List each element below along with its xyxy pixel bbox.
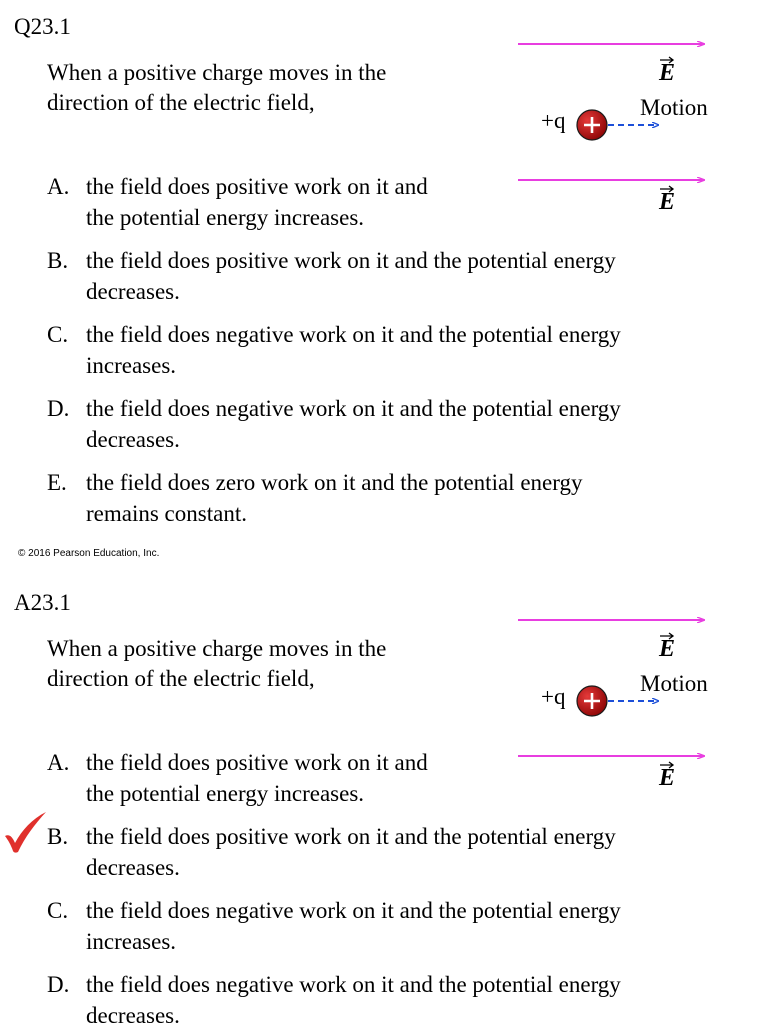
- field-label-bottom: E: [658, 189, 676, 215]
- choice-text-line-2: increases.: [86, 353, 177, 378]
- question-stem-line-2: direction of the electric field,: [47, 90, 315, 115]
- choice-text-line-2: the potential energy increases.: [86, 205, 365, 230]
- choice-letter: B.: [47, 824, 69, 849]
- choice-letter: B.: [47, 248, 69, 273]
- question-stem-line-1: When a positive charge moves in the: [47, 60, 387, 85]
- charge-label: +q: [541, 108, 566, 133]
- motion-label: Motion: [640, 95, 708, 120]
- choice-text: [86, 895, 706, 957]
- choice-text: [86, 171, 506, 233]
- copyright-notice: © 2016 Pearson Education, Inc.: [18, 548, 160, 559]
- vector-arrow-icon: [660, 762, 673, 768]
- choice-text-line-1: the field does positive work on it and the potential energy: [86, 824, 616, 849]
- field-label-bottom: E: [658, 765, 676, 791]
- choice-text-line-2: the potential energy increases.: [86, 781, 365, 806]
- vector-arrow-icon: [660, 186, 673, 192]
- answer-slide: [0, 576, 768, 1024]
- choice-text-line-1: the field does positive work on it and: [86, 750, 428, 775]
- question-label: Q23.1: [14, 14, 71, 39]
- answer-stem: [47, 634, 386, 694]
- choice-text: [86, 393, 706, 455]
- choice-text-line-2: decreases.: [86, 855, 180, 880]
- plus-sign-icon: [584, 693, 600, 709]
- positive-charge-icon: [577, 686, 607, 716]
- choice-text-line-2: remains constant.: [86, 501, 247, 526]
- motion-label: Motion: [640, 671, 708, 696]
- choice-letter: A.: [47, 174, 70, 199]
- choice-text-line-1: the field does positive work on it and: [86, 174, 428, 199]
- positive-charge-icon: [577, 110, 607, 140]
- field-label-top: E: [658, 636, 676, 662]
- correct-checkmark-icon: [2, 810, 48, 854]
- choice-letter: E.: [47, 470, 67, 495]
- choice-text: [86, 245, 706, 307]
- choice-text: [86, 821, 706, 883]
- choice-text: [86, 467, 706, 529]
- choice-text-line-2: decreases.: [86, 279, 180, 304]
- choice-letter: A.: [47, 750, 70, 775]
- choice-letter: D.: [47, 972, 70, 997]
- answer-stem-line-1: When a positive charge moves in the: [47, 636, 387, 661]
- choice-text-line-2: decreases.: [86, 427, 180, 452]
- choice-text-line-1: the field does positive work on it and the potential energy: [86, 248, 616, 273]
- question-stem: [47, 58, 386, 118]
- choice-letter: D.: [47, 396, 70, 421]
- choice-text-line-1: the field does negative work on it and the potential energy: [86, 322, 621, 347]
- choice-text-line-1: the field does negative work on it and the potential energy: [86, 898, 621, 923]
- choice-letter: C.: [47, 322, 69, 347]
- choice-text: [86, 319, 706, 381]
- choice-text-line-2: increases.: [86, 929, 177, 954]
- vector-arrow-icon: [660, 57, 673, 63]
- choice-text-line-1: the field does negative work on it and the potential energy: [86, 396, 621, 421]
- choice-text-line-2: decreases.: [86, 1003, 180, 1024]
- choice-letter: C.: [47, 898, 69, 923]
- choice-text: [86, 969, 706, 1024]
- answer-label: A23.1: [14, 590, 71, 615]
- answer-stem-line-2: direction of the electric field,: [47, 666, 315, 691]
- choice-text-line-1: the field does zero work on it and the potential energy: [86, 470, 583, 495]
- vector-arrow-icon: [660, 633, 673, 639]
- field-label-top: E: [658, 60, 676, 86]
- charge-label: +q: [541, 684, 566, 709]
- choice-text: [86, 747, 506, 809]
- choice-text-line-1: the field does negative work on it and the potential energy: [86, 972, 621, 997]
- plus-sign-icon: [584, 117, 600, 133]
